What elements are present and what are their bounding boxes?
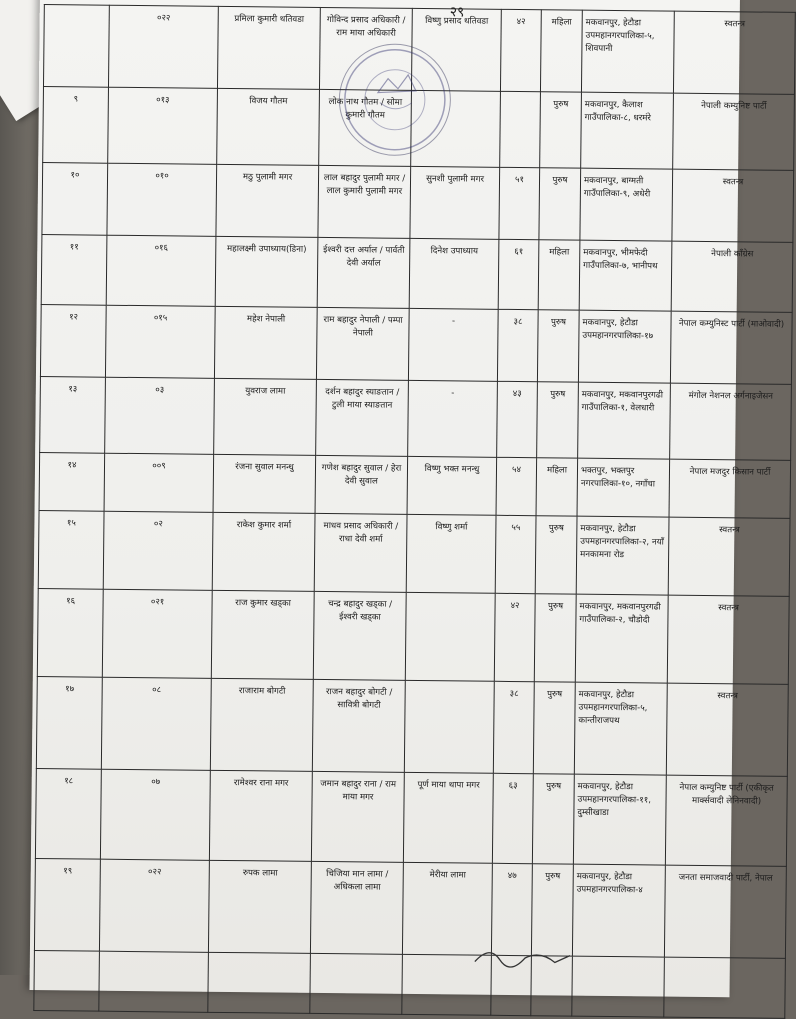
cell-spouse — [405, 592, 495, 681]
cell-age: ६३ — [492, 773, 533, 863]
cell-id: ०८ — [101, 677, 211, 770]
table-row — [34, 858, 786, 958]
cell-parents: चिजिया मान लामा / अधिकला लामा — [310, 861, 403, 954]
cell-name: रंजना सुवाल मनन्धु — [213, 454, 316, 513]
cell-sex: पुरुष — [534, 594, 576, 682]
cell-address: मकवानपुर, हेटौडा उपमहानगरपालिका-५, कान्तीराजपथ — [574, 682, 667, 775]
cell-parents: माधव प्रसाद अधिकारी / राधा देवी शर्मा — [314, 513, 407, 592]
cell-name: महेश नेपाली — [214, 306, 317, 379]
cell-sex: महिला — [540, 10, 582, 92]
cell-parents — [310, 953, 403, 1014]
cell-id: ०२२ — [99, 859, 209, 952]
cell-address: मकवानपुर, बाग्मती गाउँपालिका-९, अधेरी — [580, 168, 673, 241]
cell-name: राकेश कुमार शर्मा — [212, 512, 315, 591]
cell-sn: १५ — [38, 511, 104, 590]
cell-party: स्वतन्त्र — [666, 683, 788, 776]
cell-sn: १३ — [40, 377, 106, 454]
cell-id: ०७ — [100, 769, 210, 860]
table-row — [36, 677, 788, 777]
cell-party: जनता समाजवादी पार्टी, नेपाल — [664, 865, 786, 958]
cell-address: मकवानपुर, हेटौडा उपमहानगरपालिका-२, नयाँ मनकामना रोड — [576, 516, 669, 595]
cell-parents: राजन बहादुर बोगटी / सावित्री बोगटी — [312, 679, 405, 772]
cell-sex: पुरुष — [537, 310, 579, 382]
table-row — [40, 377, 792, 461]
cell-party: स्वतन्त्र — [667, 595, 789, 684]
cell-id: ०१५ — [105, 305, 215, 378]
cell-sn: १८ — [35, 769, 101, 860]
cell-sex: पुरुष — [537, 382, 579, 458]
table-row — [42, 163, 794, 243]
cell-party: मंगोल नेशनल अर्गनाइजेसन — [670, 383, 792, 460]
cell-address: मकवानपुर, हेटौडा उपमहानगरपालिका-१७ — [578, 310, 671, 383]
cell-address: मकवानपुर, हेटौडा उपमहानगरपालिका-११, दुम्सीखाडा — [573, 774, 666, 865]
cell-party: नेपाली कम्युनिष्ट पार्टी — [673, 93, 795, 170]
cell-sex: महिला — [536, 458, 578, 516]
cell-address: मकवानपुर, कैलाश गाउँपालिका-८, धरमंरे — [581, 92, 674, 169]
cell-id: ०२२ — [108, 5, 218, 88]
cell-sex: पुरुष — [535, 516, 577, 594]
cell-sn: १० — [42, 163, 108, 236]
cell-sex: पुरुष — [533, 682, 575, 774]
cell-parents: राम बहादुर नेपाली / पम्पा नेपाली — [316, 307, 409, 380]
cell-age: ३८ — [497, 309, 538, 381]
cell-parents: गणेश बहादुर सुवाल / हेरा देवी सुवाल — [315, 455, 408, 514]
signature-mark — [470, 940, 580, 971]
cell-party: नेपाली काँग्रेस — [671, 241, 793, 312]
cell-spouse: - — [408, 380, 498, 457]
cell-address: मकवानपुर, मकवानपुरगढी गाउँपालिका-१, वेलधारी — [578, 382, 671, 459]
cell-age: ५४ — [496, 457, 537, 515]
cell-spouse: - — [408, 308, 498, 381]
cell-age: ५५ — [495, 515, 536, 593]
cell-party: नेपाल कम्युनिस्ट पार्टी (माओवादी) — [670, 311, 792, 384]
cell-age: ३८ — [493, 681, 534, 773]
cell-sex: पुरुष — [539, 168, 581, 240]
candidate-table — [33, 4, 796, 1019]
cell-party: नेपाल मजदुर किसान पार्टी — [669, 459, 791, 518]
cell-name: रामेश्वर राना मगर — [209, 770, 312, 861]
cell-parents: ईश्वरी दत्त अर्याल / पार्वती देवी अर्याल — [317, 237, 410, 308]
cell-name: युवराज लामा — [214, 378, 317, 455]
cell-id: ०१० — [107, 163, 217, 236]
cell-address: मकवानपुर, हेटौडा उपमहानगरपालिका-५, शिवपानी — [581, 10, 674, 93]
cell-name: राजाराम बोगटी — [210, 678, 313, 771]
cell-sn: १७ — [36, 677, 102, 770]
cell-name: महालक्ष्मी उपाध्याय(डिना) — [215, 236, 318, 307]
cell-name: रुपक लामा — [208, 860, 311, 953]
cell-sn: १४ — [39, 453, 105, 512]
cell-spouse — [404, 680, 494, 773]
cell-address: मकवानपुर, मकवानपुरगढी गाउँपालिका-२, चौडोदी — [575, 594, 668, 683]
cell-name: विजय गौतम — [217, 88, 320, 165]
table-row — [35, 769, 787, 867]
cell-party: स्वतन्त्र — [668, 517, 790, 596]
cell-id — [99, 951, 209, 1012]
cell-spouse: विष्णु भक्त मनन्धु — [407, 456, 497, 515]
cell-name: राज कुमार खड्का — [211, 590, 314, 679]
cell-name: मठु पुलामी मगर — [216, 164, 319, 237]
cell-parents: लाल बहादुर पुलामी मगर / लाल कुमारी पुलामी मगर — [318, 165, 411, 238]
cell-spouse: सुनशी पुलामी मगर — [410, 166, 500, 239]
cell-id: ०२ — [103, 511, 213, 590]
cell-address — [572, 956, 665, 1017]
cell-id: ०३ — [105, 377, 215, 454]
cell-sn: १६ — [37, 589, 103, 678]
cell-spouse: विष्णु प्रसाद थतिवडा — [411, 8, 501, 91]
cell-id: ०२१ — [102, 589, 212, 678]
table-row — [41, 235, 793, 313]
page-number: २९ — [449, 4, 465, 21]
cell-address: मकवानपुर, भीमफेदी गाउँपालिका-७, भानीपथ — [579, 240, 672, 311]
cell-parents: लोक नाथ गौतम / सोमा कुमारी गौतम — [319, 89, 412, 166]
cell-party — [664, 957, 786, 1018]
cell-sn — [34, 950, 100, 1011]
cell-age: ४३ — [497, 381, 538, 457]
cell-id: ००९ — [104, 453, 214, 512]
cell-age: ६१ — [498, 239, 539, 309]
cell-spouse: पूर्ण माया थापा मगर — [403, 772, 493, 863]
table-row — [40, 305, 792, 385]
cell-parents: जमान बहादुर राना / राम माया मगर — [311, 771, 404, 862]
cell-age: ५१ — [499, 167, 540, 239]
cell-party: नेपाल कम्युनिष्ट पार्टी (एकीकृत मार्क्सवादी लेनिनवादी) — [665, 775, 787, 866]
cell-sex: पुरुष — [531, 864, 573, 956]
cell-sn: ९ — [43, 87, 109, 164]
cell-name: प्रमिला कुमारी थतिवडा — [217, 6, 320, 89]
official-stamp — [338, 43, 451, 156]
cell-party: स्वतन्त्र — [672, 169, 794, 242]
cell-sex: पुरुष — [532, 774, 574, 864]
cell-age: ४२ — [494, 593, 535, 681]
cell-parents: गोविन्द प्रसाद अधिकारी / राम माया अधिकारी — [319, 7, 412, 90]
cell-spouse: दिनेश उपाध्याय — [409, 238, 499, 309]
cell-sn — [43, 5, 109, 88]
table-row — [34, 950, 786, 1018]
cell-sex: पुरुष — [540, 92, 582, 168]
cell-party: स्वतन्त्र — [673, 11, 795, 94]
document-sheet — [30, 0, 785, 997]
table-row — [39, 453, 791, 519]
cell-spouse: मेरीया लामा — [402, 862, 492, 955]
cell-id: ०१३ — [108, 87, 218, 164]
cell-sn: १२ — [40, 305, 106, 378]
cell-parents: चन्द्र बहादुर खड्का / ईश्वरी खड्का — [313, 591, 406, 680]
cell-age: ४७ — [491, 863, 532, 955]
table-row — [38, 511, 790, 597]
table-row — [37, 589, 789, 685]
cell-sn: ११ — [41, 235, 107, 306]
cell-age: ४२ — [500, 9, 541, 91]
cell-name — [208, 952, 311, 1013]
cell-address: मकवानपुर, हेटौडा उपमहानगरपालिका-४ — [572, 864, 665, 957]
cell-id: ०१६ — [106, 235, 216, 306]
cell-sn: १९ — [34, 858, 100, 951]
cell-parents: दर्शन बहादुर स्याङतान / टुली माया स्याङतान — [316, 379, 409, 456]
cell-age — [500, 91, 541, 167]
cell-spouse: विष्णु शर्मा — [406, 514, 496, 593]
cell-sex: महिला — [538, 240, 580, 310]
cell-address: भक्तपुर, भक्तपुर नगरपालिका-१०, नगाँचा — [577, 458, 670, 517]
